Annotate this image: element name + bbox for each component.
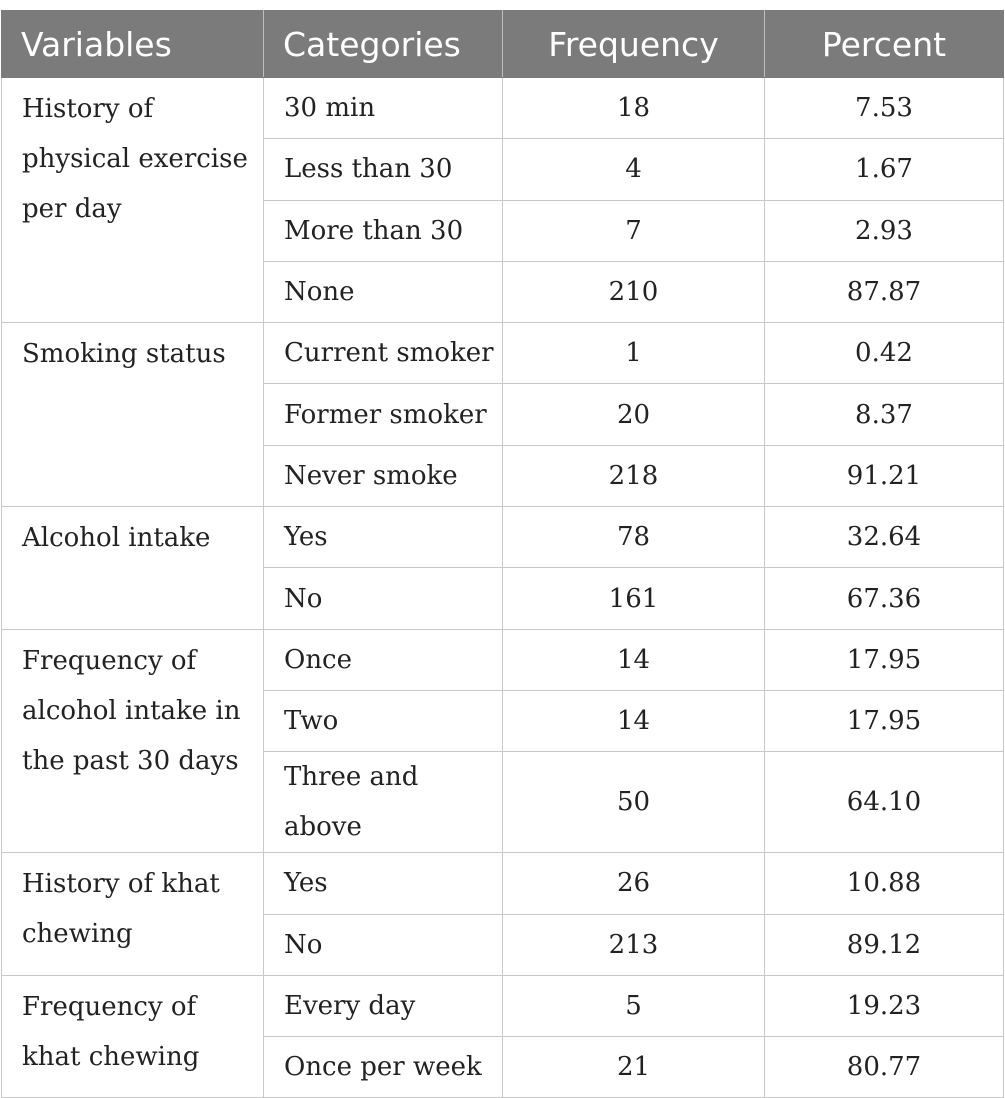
data-table [1,10,1004,1098]
percent-cell: 32.64 [765,507,1004,568]
variable-cell: Frequency of alcohol intake in the past 30 days [2,629,264,853]
frequency-cell: 210 [503,261,765,322]
frequency-cell: 21 [503,1037,765,1098]
frequency-cell: 161 [503,568,765,629]
header-frequency: Frequency [503,11,765,78]
table-row [2,629,1004,690]
percent-cell: 87.87 [765,261,1004,322]
percent-cell: 80.77 [765,1037,1004,1098]
header-categories: Categories [264,11,503,78]
category-cell: Never smoke [264,445,503,506]
variable-cell: Alcohol intake [2,507,264,630]
percent-cell: 1.67 [765,139,1004,200]
category-cell: Less than 30 [264,139,503,200]
header-percent: Percent [765,11,1004,78]
percent-cell: 67.36 [765,568,1004,629]
category-cell: Current smoker [264,323,503,384]
frequency-cell: 14 [503,629,765,690]
percent-cell: 17.95 [765,629,1004,690]
variable-cell: Frequency of khat chewing [2,975,264,1098]
table-body [2,78,1004,1098]
category-cell: No [264,568,503,629]
percent-cell: 7.53 [765,78,1004,139]
table-row [2,853,1004,914]
frequency-cell: 78 [503,507,765,568]
percent-cell: 64.10 [765,752,1004,853]
percent-cell: 17.95 [765,690,1004,751]
variable-cell: History of physical exercise per day [2,78,264,323]
header-variables: Variables [2,11,264,78]
table-row [2,507,1004,568]
table-row [2,78,1004,139]
percent-cell: 89.12 [765,914,1004,975]
frequency-cell: 1 [503,323,765,384]
percent-cell: 8.37 [765,384,1004,445]
percent-cell: 10.88 [765,853,1004,914]
table-header [2,11,1004,78]
frequency-cell: 7 [503,200,765,261]
category-cell: Every day [264,975,503,1036]
percent-cell: 2.93 [765,200,1004,261]
frequency-cell: 50 [503,752,765,853]
frequency-cell: 4 [503,139,765,200]
percent-cell: 91.21 [765,445,1004,506]
category-cell: Yes [264,507,503,568]
category-cell: 30 min [264,78,503,139]
frequency-cell: 18 [503,78,765,139]
category-cell: Former smoker [264,384,503,445]
category-cell: Two [264,690,503,751]
category-cell: Once [264,629,503,690]
frequency-cell: 14 [503,690,765,751]
frequency-cell: 5 [503,975,765,1036]
table-row [2,323,1004,384]
header-row [2,11,1004,78]
frequency-cell: 26 [503,853,765,914]
percent-cell: 19.23 [765,975,1004,1036]
category-cell: Three and above [264,752,503,853]
category-cell: More than 30 [264,200,503,261]
variable-cell: History of khat chewing [2,853,264,976]
category-cell: No [264,914,503,975]
percent-cell: 0.42 [765,323,1004,384]
frequency-cell: 213 [503,914,765,975]
frequency-cell: 20 [503,384,765,445]
category-cell: Yes [264,853,503,914]
category-cell: Once per week [264,1037,503,1098]
table-row [2,975,1004,1036]
category-cell: None [264,261,503,322]
variable-cell: Smoking status [2,323,264,507]
frequency-cell: 218 [503,445,765,506]
